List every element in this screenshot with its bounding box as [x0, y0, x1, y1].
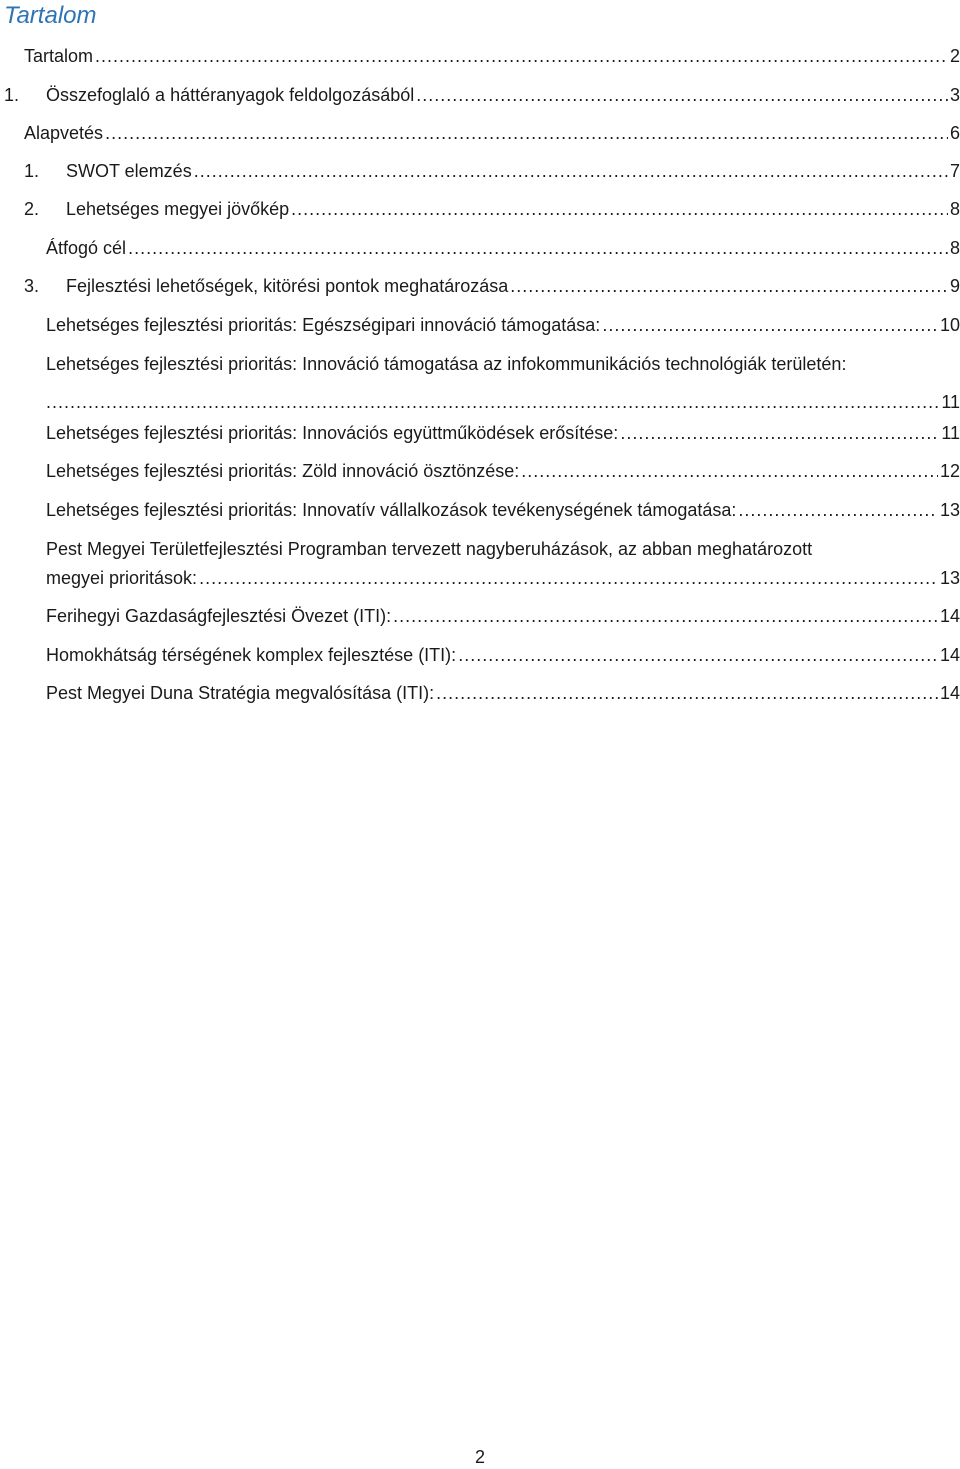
toc-leader-dots — [458, 641, 938, 669]
toc-entry-text: Lehetséges megyei jövőkép — [66, 199, 290, 219]
toc-title: Tartalom — [4, 2, 97, 29]
toc-entry-number: 1. — [4, 85, 20, 105]
toc-page-number: 14 — [939, 606, 960, 626]
toc-entry-text: Alapvetés — [24, 123, 104, 143]
toc-entry-nagyberuhazasok[interactable] — [0, 535, 960, 592]
toc-entry-ferihegyi[interactable] — [0, 602, 960, 630]
toc-entry-osszefoglalo[interactable] — [0, 81, 960, 109]
toc-entry-text-line2: megyei prioritások: — [46, 568, 198, 588]
toc-entry-text-line1: Pest Megyei Területfejlesztési Programban tervezett nagyberuházások, az abban meghatározott — [46, 539, 813, 559]
footer-page-number: 2 — [474, 1447, 485, 1467]
toc-entry-text: Ferihegyi Gazdaságfejlesztési Övezet (ITI): — [46, 606, 392, 626]
toc-entry-text: Homokhátság térségének komplex fejlesztése (ITI): — [46, 645, 457, 665]
toc-entry-alapvetes[interactable] — [0, 119, 960, 147]
toc-entry-number: 3. — [24, 276, 40, 296]
toc-entry-duna-strategia[interactable] — [0, 679, 960, 707]
toc-entry-text: Átfogó cél — [46, 238, 127, 258]
toc-leader-dots — [738, 496, 938, 524]
toc-entry-atfogo-cel[interactable] — [0, 234, 960, 262]
toc-entry-text: Lehetséges fejlesztési prioritás: Innovációs együttműködések erősítése: — [46, 423, 619, 443]
toc-page-number: 12 — [939, 461, 960, 481]
toc-entry-egeszsegipari[interactable] — [0, 311, 960, 339]
toc-leader-dots — [620, 419, 939, 447]
toc-leader-dots — [393, 602, 938, 630]
toc-leader-dots — [105, 119, 948, 147]
toc-entry-egyuttmukodesek[interactable] — [0, 419, 960, 447]
toc-entry-fejlesztesi-lehetosegek[interactable] — [0, 272, 960, 300]
toc-entry-swot[interactable] — [0, 157, 960, 185]
toc-leader-dots — [95, 42, 948, 70]
toc-leader-dots — [510, 272, 948, 300]
toc-leader-dots — [521, 457, 938, 485]
toc-page-number: 11 — [941, 392, 960, 412]
toc-entry-infokommunikacios[interactable] — [0, 350, 960, 416]
toc-leader-dots — [46, 388, 939, 416]
toc-page-number: 13 — [939, 568, 960, 588]
toc-entry-jovokep[interactable] — [0, 195, 960, 223]
toc-entry-homokhatsag[interactable] — [0, 641, 960, 669]
toc-page-number: 7 — [949, 161, 960, 181]
toc-leader-dots — [194, 157, 948, 185]
toc-entry-text: SWOT elemzés — [66, 161, 192, 181]
toc-page-number: 6 — [949, 123, 960, 143]
toc-entry-text: Fejlesztési lehetőségek, kitörési pontok meghatározása — [66, 276, 509, 296]
toc-leader-dots — [291, 195, 948, 223]
toc-entry-number: 1. — [24, 161, 40, 181]
toc-page-number: 14 — [939, 683, 960, 703]
toc-leader-dots — [128, 234, 948, 262]
toc-page-number: 13 — [939, 500, 960, 520]
toc-page-number: 14 — [939, 645, 960, 665]
toc-entry-zold-innovacio[interactable] — [0, 457, 960, 485]
toc-page-number: 8 — [949, 199, 960, 219]
toc-leader-dots — [199, 564, 938, 592]
toc-page-number: 3 — [949, 85, 960, 105]
toc-page-number: 11 — [941, 423, 960, 443]
toc-entry-text: Lehetséges fejlesztési prioritás: Egészségipari innováció támogatása: — [46, 315, 601, 335]
toc-leader-dots — [416, 81, 948, 109]
toc-entry-innovativ-vallalkozasok[interactable] — [0, 496, 960, 524]
toc-entry-text: Lehetséges fejlesztési prioritás: Innovatív vállalkozások tevékenységének támogatása: — [46, 500, 737, 520]
toc-entry-text: Tartalom — [24, 46, 94, 66]
toc-entry-text: Lehetséges fejlesztési prioritás: Zöld innováció ösztönzése: — [46, 461, 520, 481]
toc-entry-tartalom[interactable] — [0, 42, 960, 70]
toc-page-number: 10 — [939, 315, 960, 335]
toc-entry-text: Összefoglaló a háttéranyagok feldolgozásából — [46, 85, 415, 105]
toc-entry-number: 2. — [24, 199, 40, 219]
toc-entry-text: Lehetséges fejlesztési prioritás: Innováció támogatása az infokommunikációs technológiák területén: — [46, 354, 847, 374]
toc-page-number: 9 — [949, 276, 960, 296]
toc-leader-dots — [602, 311, 938, 339]
toc-entry-text: Pest Megyei Duna Stratégia megvalósítása (ITI): — [46, 683, 435, 703]
toc-page-number: 8 — [949, 238, 960, 258]
toc-leader-dots — [436, 679, 938, 707]
toc-page-number: 2 — [949, 46, 960, 66]
